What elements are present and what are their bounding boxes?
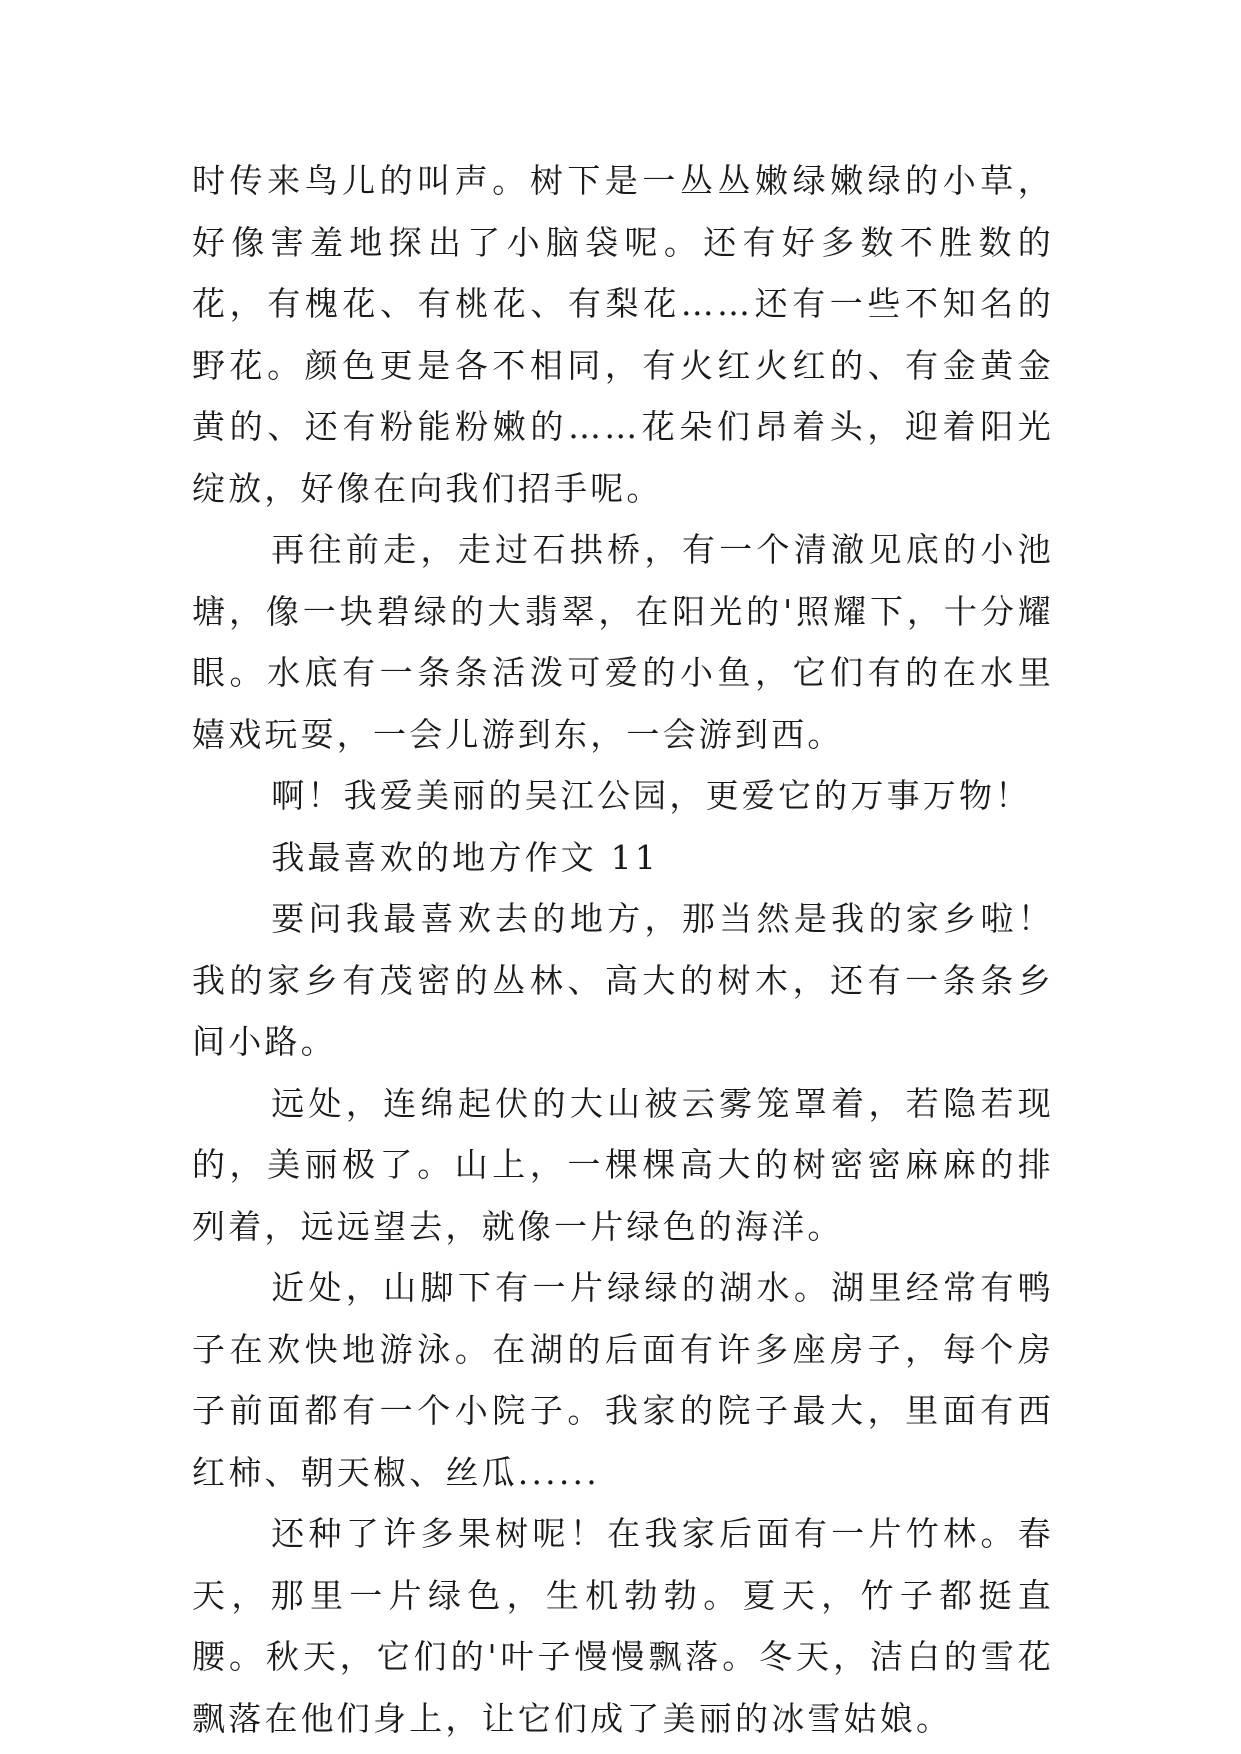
paragraph: 还种了许多果树呢！在我家后面有一片竹林。春天，那里一片绿色，生机勃勃。夏天，竹子都挺直腰。秋天，它们的'叶子慢慢飘落。冬天，洁白的雪花飘落在他们身上，让它们成了美丽的冰雪姑娘。: [192, 1514, 1054, 1738]
paragraph: 要问我最喜欢去的地方，那当然是我的家乡啦！我的家乡有茂密的丛林、高大的树木，还有一条条乡间小路。: [192, 899, 1054, 1061]
document-body: [192, 150, 1054, 1749]
paragraph: 远处，连绵起伏的大山被云雾笼罩着，若隐若现的，美丽极了。山上，一棵棵高大的树密密麻麻的排列着，远远望去，就像一片绿色的海洋。: [192, 1083, 1054, 1246]
section-heading: 我最喜欢的地方作文 11: [271, 837, 660, 877]
paragraph: 近处，山脚下有一片绿绿的湖水。湖里经常有鸭子在欢快地游泳。在湖的后面有许多座房子，每个房子前面都有一个小院子。我家的院子最大，里面有西红柿、朝天椒、丝瓜......: [192, 1268, 1054, 1492]
paragraph: 时传来鸟儿的叫声。树下是一丛丛嫩绿嫩绿的小草，好像害羞地探出了小脑袋呢。还有好多数不胜数的花，有槐花、有桃花、有梨花……还有一些不知名的野花。颜色更是各不相同，有火红火红的、有金黄金黄的、还有粉能粉嫩的……花朵们昂着头，迎着阳光绽放，好像在向我们招手呢。: [192, 161, 1054, 508]
paragraph: 再往前走，走过石拱桥，有一个清澈见底的小池塘，像一块碧绿的大翡翠，在阳光的'照耀下，十分耀眼。水底有一条条活泼可爱的小鱼，它们有的在水里嬉戏玩耍，一会儿游到东，一会游到西。: [192, 530, 1054, 754]
paragraph: 啊！我爱美丽的吴江公园，更爱它的万事万物！: [271, 776, 1032, 815]
